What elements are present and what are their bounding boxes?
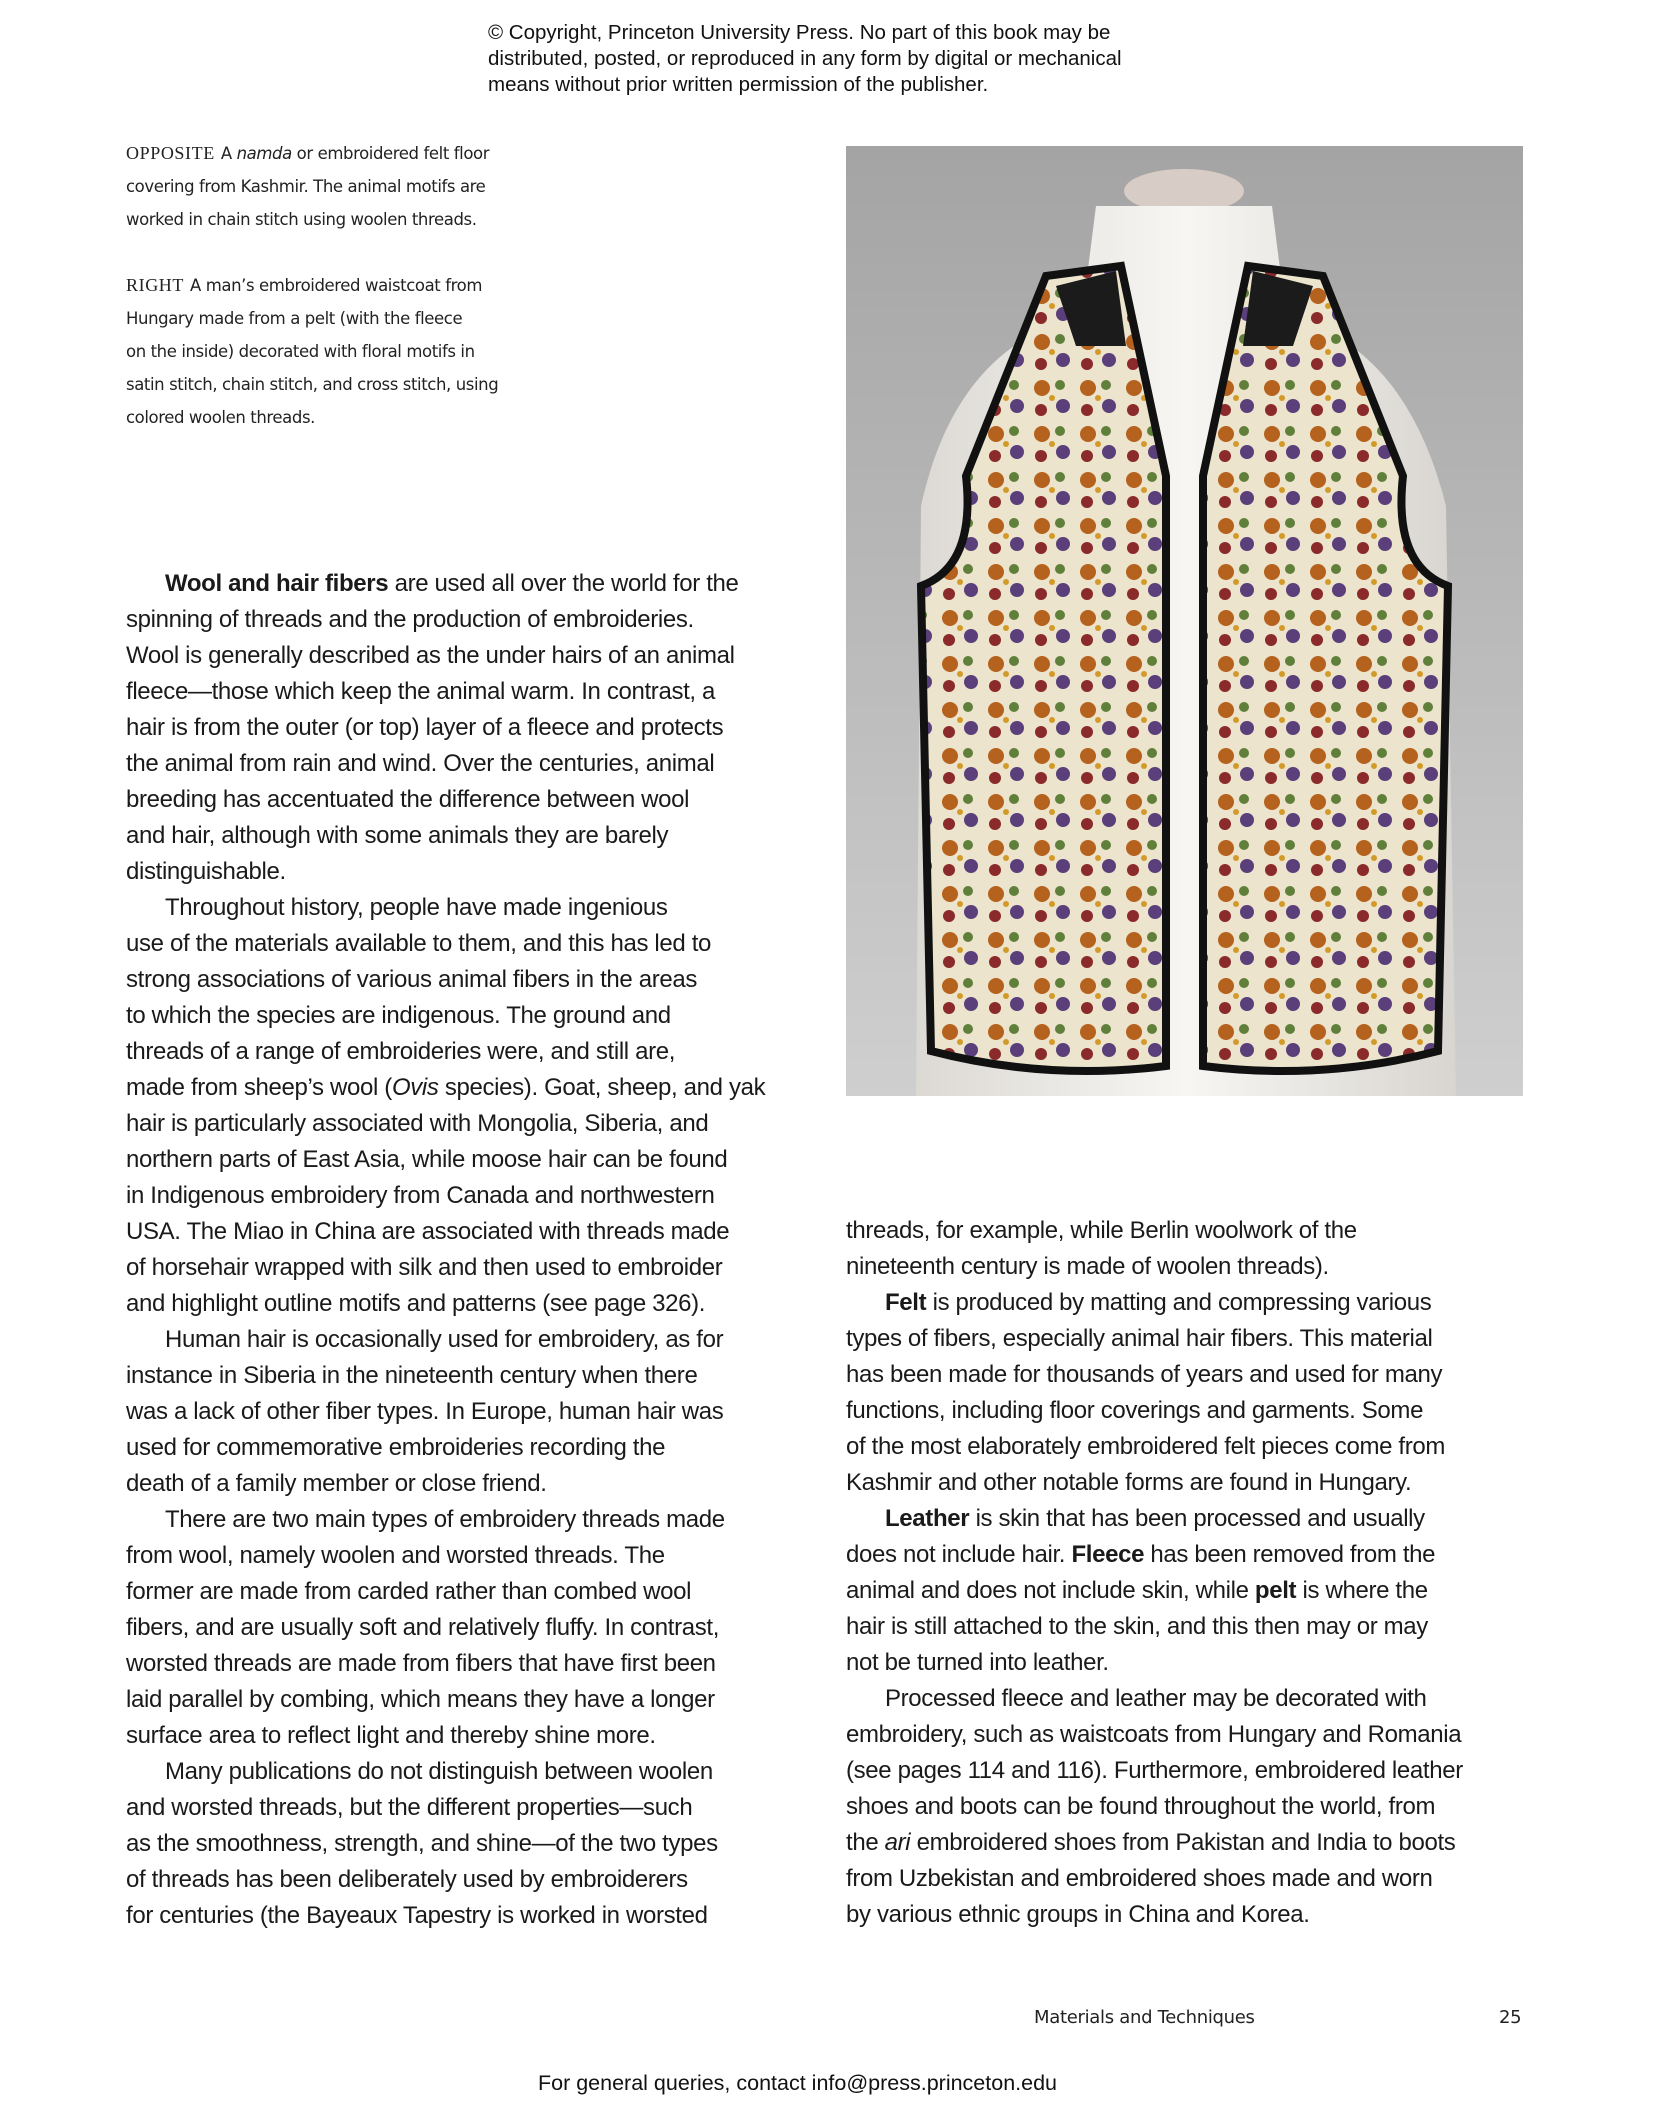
waistcoat-photo [846, 146, 1523, 1096]
body-text-line [846, 1249, 1526, 1285]
body-text-line [846, 1753, 1526, 1789]
caption-line [126, 368, 498, 401]
caption-line [126, 203, 498, 236]
body-text-line [846, 1393, 1526, 1429]
body-text-line [846, 1357, 1526, 1393]
body-text-line [126, 1574, 806, 1610]
text-run: and worsted threads, but the different properties—such [126, 1794, 693, 1821]
bold-term: Felt [885, 1289, 927, 1316]
text-run: by various ethnic groups in China and Korea. [846, 1901, 1310, 1928]
body-text-line [126, 1538, 806, 1574]
body-text-line [126, 1610, 806, 1646]
text-run: worsted threads are made from fibers that have first been [126, 1650, 716, 1677]
bold-term: Wool and hair fibers [165, 570, 389, 597]
caption-line [126, 170, 498, 203]
text-run: colored woolen threads. [126, 408, 315, 427]
body-text-line [846, 1861, 1526, 1897]
text-run: the animal from rain and wind. Over the centuries, animal [126, 750, 715, 777]
text-run: threads of a range of embroideries were, and still are, [126, 1038, 676, 1065]
text-run: and highlight outline motifs and patterns (see page 326). [126, 1290, 706, 1317]
text-run: has been removed from the [1144, 1541, 1436, 1568]
text-run: threads, for example, while Berlin woolwork of the [846, 1217, 1357, 1244]
caption-line [126, 137, 498, 170]
body-text-line [126, 1826, 806, 1862]
text-run: as the smoothness, strength, and shine—of the two types [126, 1830, 718, 1857]
body-text-line [846, 1681, 1526, 1717]
italic-term: namda [236, 144, 292, 163]
waistcoat-image [846, 146, 1523, 1096]
text-run: There are two main types of embroidery threads made [165, 1506, 725, 1533]
copyright-line: means without prior written permission of the publisher. [488, 73, 989, 96]
body-text-line [846, 1285, 1526, 1321]
text-run: are used all over the world for the [388, 570, 739, 597]
body-text-line [126, 602, 806, 638]
body-text-line [126, 782, 806, 818]
caption-line [126, 401, 498, 434]
body-text-line [126, 1394, 806, 1430]
text-run: made from sheep’s wool ( [126, 1074, 392, 1101]
body-text-line [846, 1609, 1526, 1645]
caption-line [126, 302, 498, 335]
text-run: embroidered shoes from Pakistan and India to boots [910, 1829, 1456, 1856]
body-text-line [126, 1646, 806, 1682]
body-text-line [846, 1789, 1526, 1825]
text-run: to which the species are indigenous. The ground and [126, 1002, 671, 1029]
text-run: for centuries (the Bayeaux Tapestry is worked in worsted [126, 1902, 708, 1929]
text-run: is where the [1296, 1577, 1428, 1604]
body-text-line [126, 674, 806, 710]
text-run: satin stitch, chain stitch, and cross stitch, using [126, 375, 499, 394]
body-text-line [126, 710, 806, 746]
body-text-line [126, 1682, 806, 1718]
text-run: Throughout history, people have made ingenious [165, 894, 668, 921]
body-text-line [846, 1645, 1526, 1681]
body-text-line [126, 1322, 806, 1358]
copyright-notice [488, 20, 1122, 98]
text-run: covering from Kashmir. The animal motifs are [126, 177, 486, 196]
body-text-line [126, 1898, 806, 1934]
text-run: animal and does not include skin, while [846, 1577, 1255, 1604]
body-text-line [846, 1429, 1526, 1465]
text-run: Hungary made from a pelt (with the fleece [126, 309, 463, 328]
body-text-line [126, 1250, 806, 1286]
text-run: A [220, 144, 237, 163]
text-run: from wool, namely woolen and worsted threads. The [126, 1542, 665, 1569]
body-column-right [846, 1213, 1526, 1933]
body-text-line [846, 1501, 1526, 1537]
body-text-line [846, 1537, 1526, 1573]
text-run: species). Goat, sheep, and yak [438, 1074, 766, 1101]
text-run: functions, including floor coverings and garments. Some [846, 1397, 1424, 1424]
body-text-line [846, 1825, 1526, 1861]
copyright-line: © Copyright, Princeton University Press. No part of this book may be [488, 21, 1111, 44]
body-text-line [846, 1321, 1526, 1357]
text-run: former are made from carded rather than combed wool [126, 1578, 692, 1605]
caption-label: OPPOSITE [126, 143, 215, 163]
text-run: breeding has accentuated the difference between wool [126, 786, 690, 813]
italic-term: ari [884, 1829, 911, 1856]
text-run: and hair, although with some animals they are barely [126, 822, 669, 849]
bold-term: pelt [1254, 1577, 1297, 1604]
body-text-line [126, 962, 806, 998]
body-text-line [126, 1070, 806, 1106]
body-text-line [126, 926, 806, 962]
text-run: hair is from the outer (or top) layer of a fleece and protects [126, 714, 724, 741]
text-run: from Uzbekistan and embroidered shoes made and worn [846, 1865, 1433, 1892]
text-run: Wool is generally described as the under hairs of an animal [126, 642, 735, 669]
running-head-section: Materials and Techniques [1034, 2007, 1255, 2028]
body-text-line [126, 998, 806, 1034]
text-run: laid parallel by combing, which means they have a longer [126, 1686, 715, 1713]
body-text-line [126, 818, 806, 854]
text-run: (see pages 114 and 116). Furthermore, embroidered leather [846, 1757, 1463, 1784]
caption-line [126, 269, 498, 302]
text-run: Kashmir and other notable forms are found in Hungary. [846, 1469, 1412, 1496]
body-text-line [846, 1573, 1526, 1609]
footer-contact: For general queries, contact info@press.princeton.edu [538, 2071, 1058, 2095]
body-text-line [846, 1897, 1526, 1933]
body-text-line [126, 1754, 806, 1790]
body-text-line [126, 638, 806, 674]
text-run: instance in Siberia in the nineteenth century when there [126, 1362, 698, 1389]
bold-term: Fleece [1071, 1541, 1145, 1568]
body-text-line [126, 1718, 806, 1754]
body-text-line [126, 1286, 806, 1322]
text-run: used for commemorative embroideries recording the [126, 1434, 666, 1461]
body-text-line [846, 1465, 1526, 1501]
copyright-line: distributed, posted, or reproduced in any form by digital or mechanical [488, 47, 1122, 70]
body-text-line [126, 1358, 806, 1394]
body-text-line [126, 1430, 806, 1466]
text-run: death of a family member or close friend. [126, 1470, 547, 1497]
text-run: Many publications do not distinguish between woolen [165, 1758, 713, 1785]
body-text-line [846, 1717, 1526, 1753]
text-run: fleece—those which keep the animal warm. In contrast, a [126, 678, 716, 705]
text-run: A man’s embroidered waistcoat from [190, 276, 483, 295]
page-number: 25 [1499, 2007, 1522, 2028]
text-run: of the most elaborately embroidered felt pieces come from [846, 1433, 1446, 1460]
text-run: hair is particularly associated with Mongolia, Siberia, and [126, 1110, 709, 1137]
text-run: is skin that has been processed and usually [969, 1505, 1425, 1532]
text-run: distinguishable. [126, 858, 286, 885]
text-run: in Indigenous embroidery from Canada and northwestern [126, 1182, 715, 1209]
body-column-left [126, 566, 806, 1934]
body-text-line [126, 1142, 806, 1178]
text-run: not be turned into leather. [846, 1649, 1109, 1676]
figure-captions [126, 137, 498, 467]
text-run: embroidery, such as waistcoats from Hungary and Romania [846, 1721, 1462, 1748]
text-run: does not include hair. [846, 1541, 1072, 1568]
text-run: spinning of threads and the production of embroideries. [126, 606, 694, 633]
text-run: of horsehair wrapped with silk and then used to embroider [126, 1254, 723, 1281]
text-run: shoes and boots can be found throughout the world, from [846, 1793, 1436, 1820]
text-run: use of the materials available to them, and this has led to [126, 930, 712, 957]
text-run: Human hair is occasionally used for embroidery, as for [165, 1326, 724, 1353]
body-text-line [126, 1862, 806, 1898]
text-run: fibers, and are usually soft and relatively fluffy. In contrast, [126, 1614, 720, 1641]
text-run: the [846, 1829, 885, 1856]
text-run: strong associations of various animal fibers in the areas [126, 966, 698, 993]
text-run: worked in chain stitch using woolen threads. [126, 210, 477, 229]
bold-term: Leather [885, 1505, 970, 1532]
body-text-line [126, 1178, 806, 1214]
text-run: was a lack of other fiber types. In Europe, human hair was [126, 1398, 724, 1425]
body-text-line [126, 890, 806, 926]
body-text-line [126, 1502, 806, 1538]
text-run: Processed fleece and leather may be decorated with [885, 1685, 1427, 1712]
body-text-line [126, 1466, 806, 1502]
body-text-line [126, 854, 806, 890]
text-run: types of fibers, especially animal hair fibers. This material [846, 1325, 1433, 1352]
text-run: is produced by matting and compressing various [926, 1289, 1432, 1316]
body-text-line [126, 566, 806, 602]
text-run: surface area to reflect light and thereby shine more. [126, 1722, 656, 1749]
caption-opposite [126, 137, 498, 236]
text-run: USA. The Miao in China are associated with threads made [126, 1218, 730, 1245]
body-text-line [126, 1034, 806, 1070]
body-text-line [126, 1214, 806, 1250]
body-text-line [126, 1106, 806, 1142]
body-text-line [126, 746, 806, 782]
caption-right [126, 269, 498, 434]
text-run: hair is still attached to the skin, and this then may or may [846, 1613, 1428, 1640]
text-run: has been made for thousands of years and used for many [846, 1361, 1443, 1388]
italic-term: Ovis [391, 1074, 439, 1101]
text-run: northern parts of East Asia, while moose hair can be found [126, 1146, 728, 1173]
text-run: or embroidered felt floor [291, 144, 490, 163]
body-text-line [846, 1213, 1526, 1249]
caption-label: RIGHT [126, 275, 184, 295]
text-run: on the inside) decorated with floral motifs in [126, 342, 475, 361]
body-text-line [126, 1790, 806, 1826]
text-run: nineteenth century is made of woolen threads). [846, 1253, 1329, 1280]
caption-line [126, 335, 498, 368]
text-run: of threads has been deliberately used by embroiderers [126, 1866, 688, 1893]
